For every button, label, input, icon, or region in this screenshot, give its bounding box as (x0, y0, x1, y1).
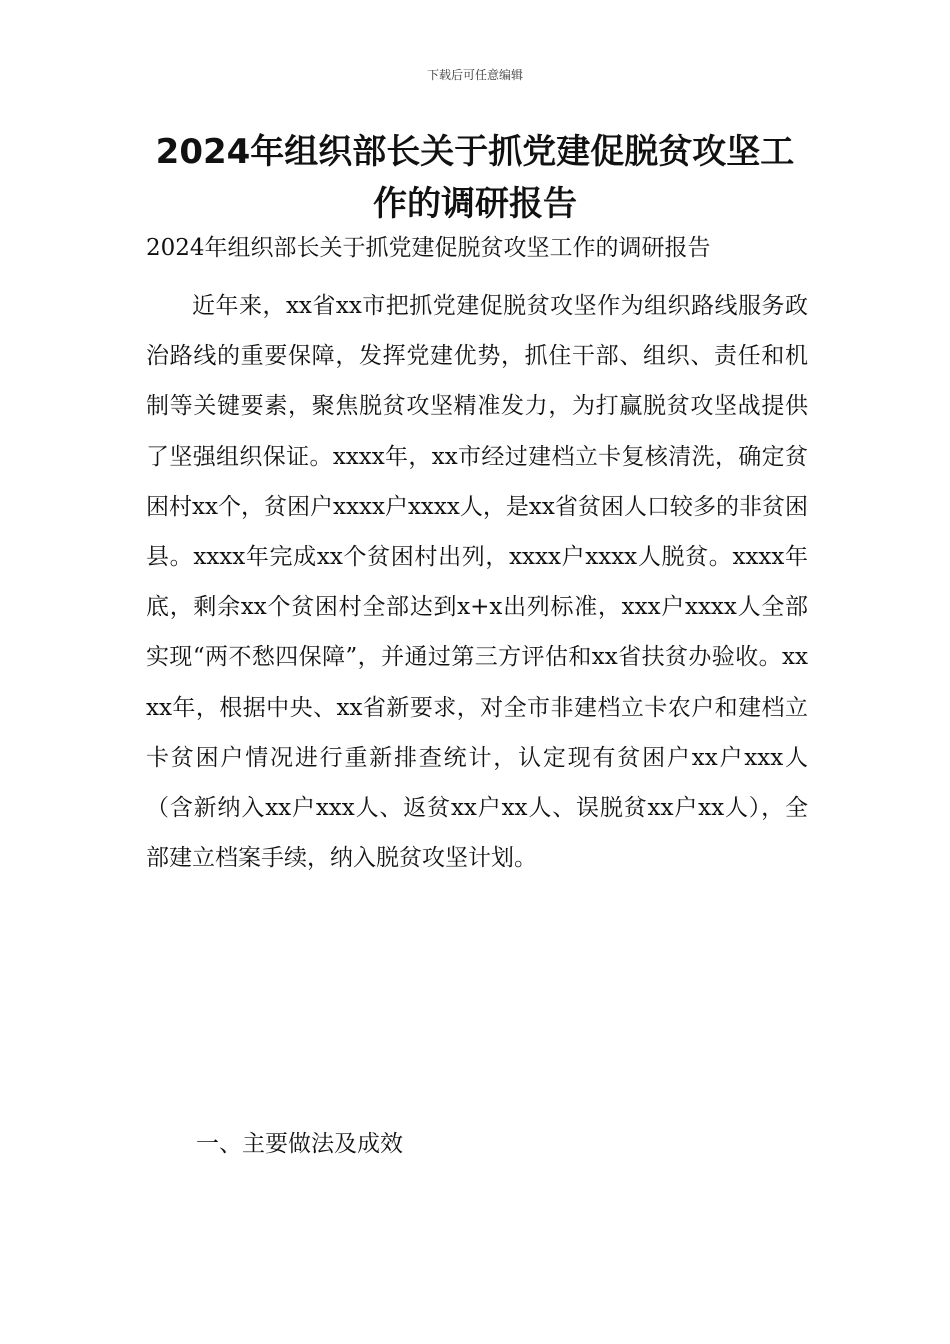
title-line-1: 2024年组织部长关于抓党建促脱贫攻坚工 (155, 132, 795, 172)
section-heading: 一、主要做法及成效 (196, 1131, 403, 1157)
header-note: 下载后可任意编辑 (426, 68, 523, 82)
title-line-2: 作的调研报告 (373, 184, 577, 224)
body-paragraph: 近年来，xx省xx市把抓党建促脱贫攻坚作为组织路线服务政治路线的重要保障，发挥党建优势，抓住干部、组织、责任和机制等关键要素，聚焦脱贫攻坚精准发力，为打赢脱贫攻坚战提供了坚强组织保证。xxxx年，xx市经过建档立卡复核清洗，确定贫困村xx个，贫困户xxxx户xxxx人，是xx省贫困人口较多的非贫困县。xxxx年完成xx个贫困村出列，xxxx户xxxx人脱贫。xxxx年底，剩余xx个贫困村全部达到x+x出列标准，xxx户xxxx人全部实现“两不愁四保障”，并通过第三方评估和xx省扶贫办验收。xxxx年，根据中央、xx省新要求，对全市非建档立卡农户和建档立卡贫困户情况进行重新排查统计，认定现有贫困户xx户xxx人（含新纳入xx户xxx人、返贫xx户xx人、误脱贫xx户xx人），全部建立档案手续，纳入脱贫攻坚计划。 (146, 293, 808, 872)
document-title (130, 126, 820, 230)
document-subtitle: 2024年组织部长关于抓党建促脱贫攻坚工作的调研报告 (146, 235, 711, 261)
